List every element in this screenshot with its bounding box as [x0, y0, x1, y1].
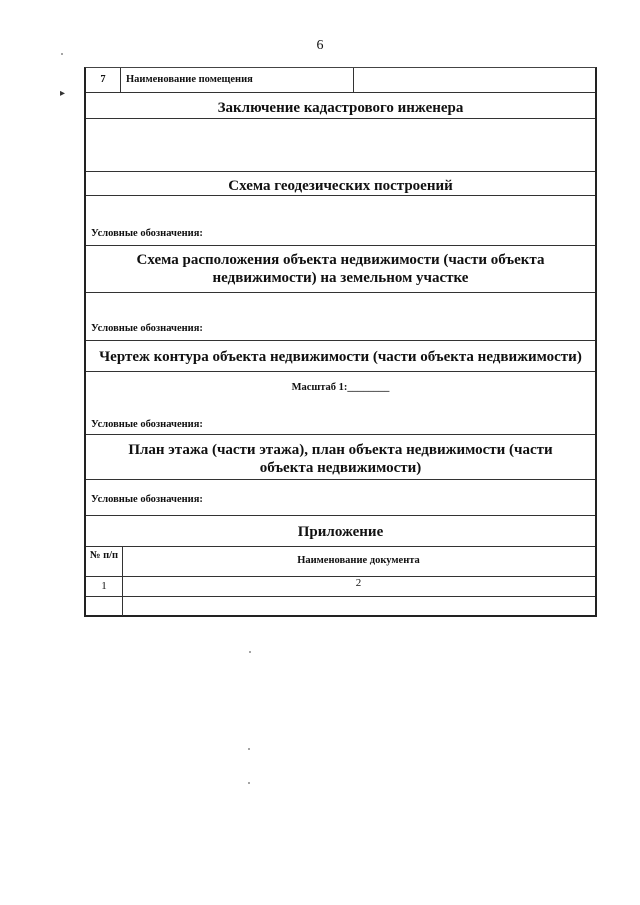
floor-body-row [86, 479, 595, 515]
room-name-row [86, 68, 595, 92]
location-legend: Условные обозначения: [91, 323, 203, 334]
scan-speck [248, 748, 250, 750]
conclusion-body-row [86, 118, 595, 171]
appendix-empty-row [86, 596, 595, 616]
conclusion-header-row [86, 92, 595, 118]
appendix-title: Приложение [297, 524, 384, 540]
room-name-label: Наименование помещения [126, 74, 253, 85]
col-num-index: 1 [101, 580, 107, 592]
floor-legend: Условные обозначения: [91, 494, 203, 505]
floor-title: План этажа (части этажа), план объекта недвижимости (части объекта недвижимости) [128, 442, 553, 476]
geodesic-title: Схема геодезических построений [228, 178, 453, 194]
col-doc-header: Наименование документа [297, 555, 420, 566]
scan-speck [248, 782, 250, 784]
form-sheet [84, 67, 597, 617]
col-doc-index: 2 [355, 577, 362, 589]
location-body-row [86, 292, 595, 340]
contour-header-row [86, 340, 595, 371]
col-num-header: № п/п [89, 550, 119, 561]
location-header-row [86, 245, 595, 292]
appendix-table-header [86, 546, 595, 576]
location-title: Схема расположения объекта недвижимости (части объекта недвижимости) на земельном участке [136, 252, 545, 286]
appendix-header-row [86, 515, 595, 546]
room-index: 7 [100, 74, 106, 85]
margin-mark: ▸ [60, 88, 66, 99]
scan-speck [61, 53, 63, 55]
contour-title: Чертеж контура объекта недвижимости (части объекта недвижимости) [99, 349, 582, 365]
scale-label: Масштаб 1:________ [291, 382, 390, 393]
geodesic-body-row [86, 195, 595, 245]
geodesic-header-row [86, 171, 595, 195]
appendix-numbers-row [86, 576, 595, 596]
floor-header-row [86, 434, 595, 479]
page-number: 6 [316, 38, 324, 53]
geodesic-legend: Условные обозначения: [91, 228, 203, 239]
contour-legend: Условные обозначения: [91, 419, 203, 430]
conclusion-title: Заключение кадастрового инженера [217, 100, 464, 116]
scan-speck [249, 651, 251, 653]
contour-body-row [86, 371, 595, 434]
